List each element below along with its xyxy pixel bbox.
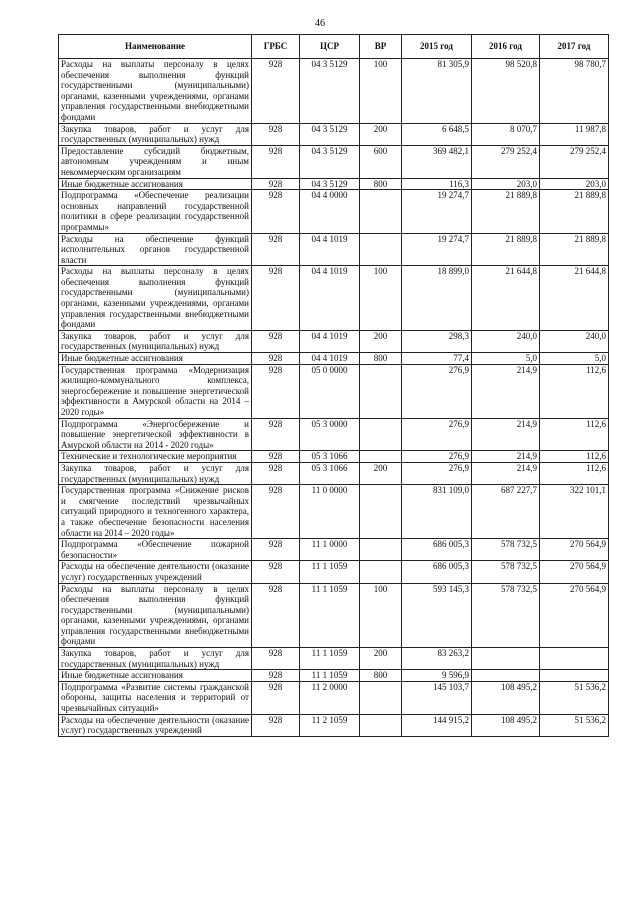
table-row xyxy=(59,123,609,145)
row-2016-cell: 21 644,8 xyxy=(472,266,540,331)
row-grbs-cell: 928 xyxy=(252,145,300,178)
row-2017-cell: 21 889,8 xyxy=(540,190,609,233)
row-2016-cell: 108 495,2 xyxy=(472,681,540,714)
row-grbs-cell: 928 xyxy=(252,462,300,484)
table-row xyxy=(59,59,609,124)
row-name-cell: Расходы на выплаты персоналу в целях обеспечения выполнения функций государственными (муниципальными) органами, казенными учреждениями, органами управления государственными внебюджетными фондами xyxy=(59,266,252,331)
row-csr-cell: 11 2 0000 xyxy=(300,681,360,714)
row-2016-cell: 98 520,8 xyxy=(472,59,540,124)
row-grbs-cell: 928 xyxy=(252,583,300,648)
row-2017-cell: 21 889,8 xyxy=(540,233,609,266)
table-row xyxy=(59,145,609,178)
row-2016-cell: 8 070,7 xyxy=(472,123,540,145)
row-2017-cell: 51 536,2 xyxy=(540,714,609,736)
table-row xyxy=(59,266,609,331)
row-2017-cell: 112,6 xyxy=(540,364,609,418)
row-name-cell: Иные бюджетные ассигнования xyxy=(59,670,252,682)
row-csr-cell: 05 0 0000 xyxy=(300,364,360,418)
row-2015-cell: 593 145,3 xyxy=(402,583,472,648)
row-vr-cell xyxy=(360,233,402,266)
row-grbs-cell: 928 xyxy=(252,714,300,736)
row-2017-cell: 270 564,9 xyxy=(540,583,609,648)
row-vr-cell xyxy=(360,485,402,539)
row-2016-cell: 203,0 xyxy=(472,178,540,190)
row-name-cell: Иные бюджетные ассигнования xyxy=(59,178,252,190)
row-vr-cell xyxy=(360,539,402,561)
row-csr-cell: 04 4 1019 xyxy=(300,266,360,331)
row-2016-cell: 214,9 xyxy=(472,364,540,418)
table-row xyxy=(59,451,609,463)
row-vr-cell: 100 xyxy=(360,583,402,648)
row-2017-cell: 11 987,8 xyxy=(540,123,609,145)
row-2017-cell: 240,0 xyxy=(540,330,609,352)
row-vr-cell xyxy=(360,714,402,736)
row-2016-cell: 687 227,7 xyxy=(472,485,540,539)
row-grbs-cell: 928 xyxy=(252,266,300,331)
row-2016-cell xyxy=(472,648,540,670)
row-vr-cell xyxy=(360,681,402,714)
row-2015-cell: 18 899,0 xyxy=(402,266,472,331)
row-2016-cell: 578 732,5 xyxy=(472,539,540,561)
row-name-cell: Предоставление субсидий бюджетным, автономным учреждениям и иным некоммерческим организациям xyxy=(59,145,252,178)
row-2015-cell: 686 005,3 xyxy=(402,539,472,561)
row-grbs-cell: 928 xyxy=(252,418,300,451)
row-csr-cell: 11 1 0000 xyxy=(300,539,360,561)
row-2015-cell: 81 305,9 xyxy=(402,59,472,124)
row-2016-cell: 214,9 xyxy=(472,451,540,463)
row-csr-cell: 04 4 0000 xyxy=(300,190,360,233)
row-vr-cell: 200 xyxy=(360,123,402,145)
table-row xyxy=(59,648,609,670)
row-2015-cell: 276,9 xyxy=(402,462,472,484)
table-row xyxy=(59,539,609,561)
row-vr-cell: 100 xyxy=(360,59,402,124)
row-name-cell: Расходы на выплаты персоналу в целях обеспечения выполнения функций государственными (муниципальными) органами, казенными учреждениями, органами управления государственными внебюджетными фондами xyxy=(59,583,252,648)
row-2016-cell: 214,9 xyxy=(472,418,540,451)
row-grbs-cell: 928 xyxy=(252,485,300,539)
row-2015-cell: 19 274,7 xyxy=(402,233,472,266)
row-csr-cell: 11 0 0000 xyxy=(300,485,360,539)
row-2015-cell: 298,3 xyxy=(402,330,472,352)
row-vr-cell: 800 xyxy=(360,353,402,365)
row-name-cell: Государственная программа «Снижение рисков и смягчение последствий чрезвычайных ситуаций природного и техногенного характера, а также обеспечение безопасности населения области на 2014 – 2020 годы» xyxy=(59,485,252,539)
table-row xyxy=(59,485,609,539)
row-name-cell: Подпрограмма «Энергосбережение и повышение энергетической эффективности в Амурской области на 2014 - 2020 годы» xyxy=(59,418,252,451)
row-2016-cell: 578 732,5 xyxy=(472,583,540,648)
table-row xyxy=(59,353,609,365)
row-csr-cell: 11 2 1059 xyxy=(300,714,360,736)
row-vr-cell: 200 xyxy=(360,462,402,484)
row-vr-cell xyxy=(360,418,402,451)
row-2015-cell: 116,3 xyxy=(402,178,472,190)
row-2017-cell: 112,6 xyxy=(540,451,609,463)
row-csr-cell: 04 4 1019 xyxy=(300,330,360,352)
row-vr-cell: 800 xyxy=(360,178,402,190)
budget-table xyxy=(58,34,609,737)
row-grbs-cell: 928 xyxy=(252,648,300,670)
row-2015-cell: 831 109,0 xyxy=(402,485,472,539)
row-grbs-cell: 928 xyxy=(252,233,300,266)
table-row xyxy=(59,561,609,583)
row-vr-cell xyxy=(360,190,402,233)
row-grbs-cell: 928 xyxy=(252,123,300,145)
row-2017-cell: 51 536,2 xyxy=(540,681,609,714)
header-csr: ЦСР xyxy=(300,35,360,59)
row-2016-cell xyxy=(472,670,540,682)
table-row xyxy=(59,714,609,736)
table-row xyxy=(59,178,609,190)
row-2015-cell: 686 005,3 xyxy=(402,561,472,583)
table-row xyxy=(59,233,609,266)
row-name-cell: Государственная программа «Модернизация жилищно-коммунального комплекса, энергосбережение и повышение энергетической эффективности в Амурской области на 2014 – 2020 годы» xyxy=(59,364,252,418)
row-2016-cell: 240,0 xyxy=(472,330,540,352)
header-grbs: ГРБС xyxy=(252,35,300,59)
row-name-cell: Расходы на обеспечение деятельности (оказание услуг) государственных учреждений xyxy=(59,561,252,583)
row-2015-cell: 83 263,2 xyxy=(402,648,472,670)
row-2017-cell: 203,0 xyxy=(540,178,609,190)
header-name: Наименование xyxy=(59,35,252,59)
row-grbs-cell: 928 xyxy=(252,681,300,714)
header-2015: 2015 год xyxy=(402,35,472,59)
row-vr-cell xyxy=(360,451,402,463)
row-2017-cell: 322 101,1 xyxy=(540,485,609,539)
table-row xyxy=(59,190,609,233)
row-name-cell: Подпрограмма «Обеспечение реализации основных направлений государственной политики в сфере реализации государственной программы» xyxy=(59,190,252,233)
row-csr-cell: 05 3 0000 xyxy=(300,418,360,451)
row-2017-cell: 112,6 xyxy=(540,462,609,484)
row-grbs-cell: 928 xyxy=(252,561,300,583)
row-grbs-cell: 928 xyxy=(252,670,300,682)
row-2015-cell: 19 274,7 xyxy=(402,190,472,233)
row-vr-cell: 200 xyxy=(360,648,402,670)
row-grbs-cell: 928 xyxy=(252,190,300,233)
row-2016-cell: 578 732,5 xyxy=(472,561,540,583)
row-2017-cell: 5,0 xyxy=(540,353,609,365)
table-row xyxy=(59,670,609,682)
row-name-cell: Расходы на обеспечение деятельности (оказание услуг) государственных учреждений xyxy=(59,714,252,736)
row-vr-cell: 600 xyxy=(360,145,402,178)
row-2017-cell: 21 644,8 xyxy=(540,266,609,331)
header-2016: 2016 год xyxy=(472,35,540,59)
table-body xyxy=(59,59,609,737)
row-vr-cell xyxy=(360,561,402,583)
row-csr-cell: 04 4 1019 xyxy=(300,353,360,365)
row-grbs-cell: 928 xyxy=(252,451,300,463)
row-csr-cell: 11 1 1059 xyxy=(300,670,360,682)
row-2017-cell: 98 780,7 xyxy=(540,59,609,124)
row-grbs-cell: 928 xyxy=(252,539,300,561)
row-2016-cell: 279 252,4 xyxy=(472,145,540,178)
row-csr-cell: 05 3 1066 xyxy=(300,462,360,484)
row-name-cell: Закупка товаров, работ и услуг для государственных (муниципальных) нужд xyxy=(59,123,252,145)
table-row xyxy=(59,418,609,451)
row-name-cell: Закупка товаров, работ и услуг для государственных (муниципальных) нужд xyxy=(59,330,252,352)
row-2015-cell: 369 482,1 xyxy=(402,145,472,178)
row-2017-cell: 279 252,4 xyxy=(540,145,609,178)
row-vr-cell: 800 xyxy=(360,670,402,682)
header-2017: 2017 год xyxy=(540,35,609,59)
row-2016-cell: 21 889,8 xyxy=(472,190,540,233)
row-name-cell: Иные бюджетные ассигнования xyxy=(59,353,252,365)
row-2016-cell: 214,9 xyxy=(472,462,540,484)
row-csr-cell: 04 3 5129 xyxy=(300,59,360,124)
row-2015-cell: 77,4 xyxy=(402,353,472,365)
row-name-cell: Технические и технологические мероприятия xyxy=(59,451,252,463)
row-vr-cell: 100 xyxy=(360,266,402,331)
row-vr-cell: 200 xyxy=(360,330,402,352)
row-2016-cell: 108 495,2 xyxy=(472,714,540,736)
row-2016-cell: 21 889,8 xyxy=(472,233,540,266)
table-row xyxy=(59,583,609,648)
row-grbs-cell: 928 xyxy=(252,330,300,352)
row-2015-cell: 9 596,9 xyxy=(402,670,472,682)
row-2015-cell: 144 915,2 xyxy=(402,714,472,736)
table-row xyxy=(59,462,609,484)
table-row xyxy=(59,681,609,714)
row-2017-cell: 112,6 xyxy=(540,418,609,451)
row-2015-cell: 276,9 xyxy=(402,451,472,463)
row-name-cell: Закупка товаров, работ и услуг для государственных (муниципальных) нужд xyxy=(59,648,252,670)
row-2017-cell: 270 564,9 xyxy=(540,561,609,583)
row-grbs-cell: 928 xyxy=(252,178,300,190)
row-2017-cell xyxy=(540,648,609,670)
row-csr-cell: 11 1 1059 xyxy=(300,648,360,670)
row-2017-cell xyxy=(540,670,609,682)
row-2015-cell: 276,9 xyxy=(402,364,472,418)
page-number: 46 xyxy=(315,18,325,29)
row-csr-cell: 11 1 1059 xyxy=(300,583,360,648)
row-name-cell: Подпрограмма «Обеспечение пожарной безопасности» xyxy=(59,539,252,561)
header-vr: ВР xyxy=(360,35,402,59)
row-2015-cell: 145 103,7 xyxy=(402,681,472,714)
row-csr-cell: 05 3 1066 xyxy=(300,451,360,463)
table-row xyxy=(59,330,609,352)
row-csr-cell: 11 1 1059 xyxy=(300,561,360,583)
row-name-cell: Закупка товаров, работ и услуг для государственных (муниципальных) нужд xyxy=(59,462,252,484)
table-header-row xyxy=(59,35,609,59)
row-grbs-cell: 928 xyxy=(252,364,300,418)
row-csr-cell: 04 3 5129 xyxy=(300,123,360,145)
row-name-cell: Подпрограмма «Развитие системы гражданской обороны, защиты населения и территорий от чрезвычайных ситуаций» xyxy=(59,681,252,714)
table-row xyxy=(59,364,609,418)
row-2017-cell: 270 564,9 xyxy=(540,539,609,561)
row-name-cell: Расходы на обеспечение функций исполнительных органов государственной власти xyxy=(59,233,252,266)
row-2016-cell: 5,0 xyxy=(472,353,540,365)
row-vr-cell xyxy=(360,364,402,418)
row-csr-cell: 04 3 5129 xyxy=(300,145,360,178)
row-grbs-cell: 928 xyxy=(252,59,300,124)
row-name-cell: Расходы на выплаты персоналу в целях обеспечения выполнения функций государственными (муниципальными) органами, казенными учреждениями, органами управления государственными внебюджетными фондами xyxy=(59,59,252,124)
row-csr-cell: 04 4 1019 xyxy=(300,233,360,266)
row-2015-cell: 276,9 xyxy=(402,418,472,451)
row-2015-cell: 6 648,5 xyxy=(402,123,472,145)
row-csr-cell: 04 3 5129 xyxy=(300,178,360,190)
row-grbs-cell: 928 xyxy=(252,353,300,365)
